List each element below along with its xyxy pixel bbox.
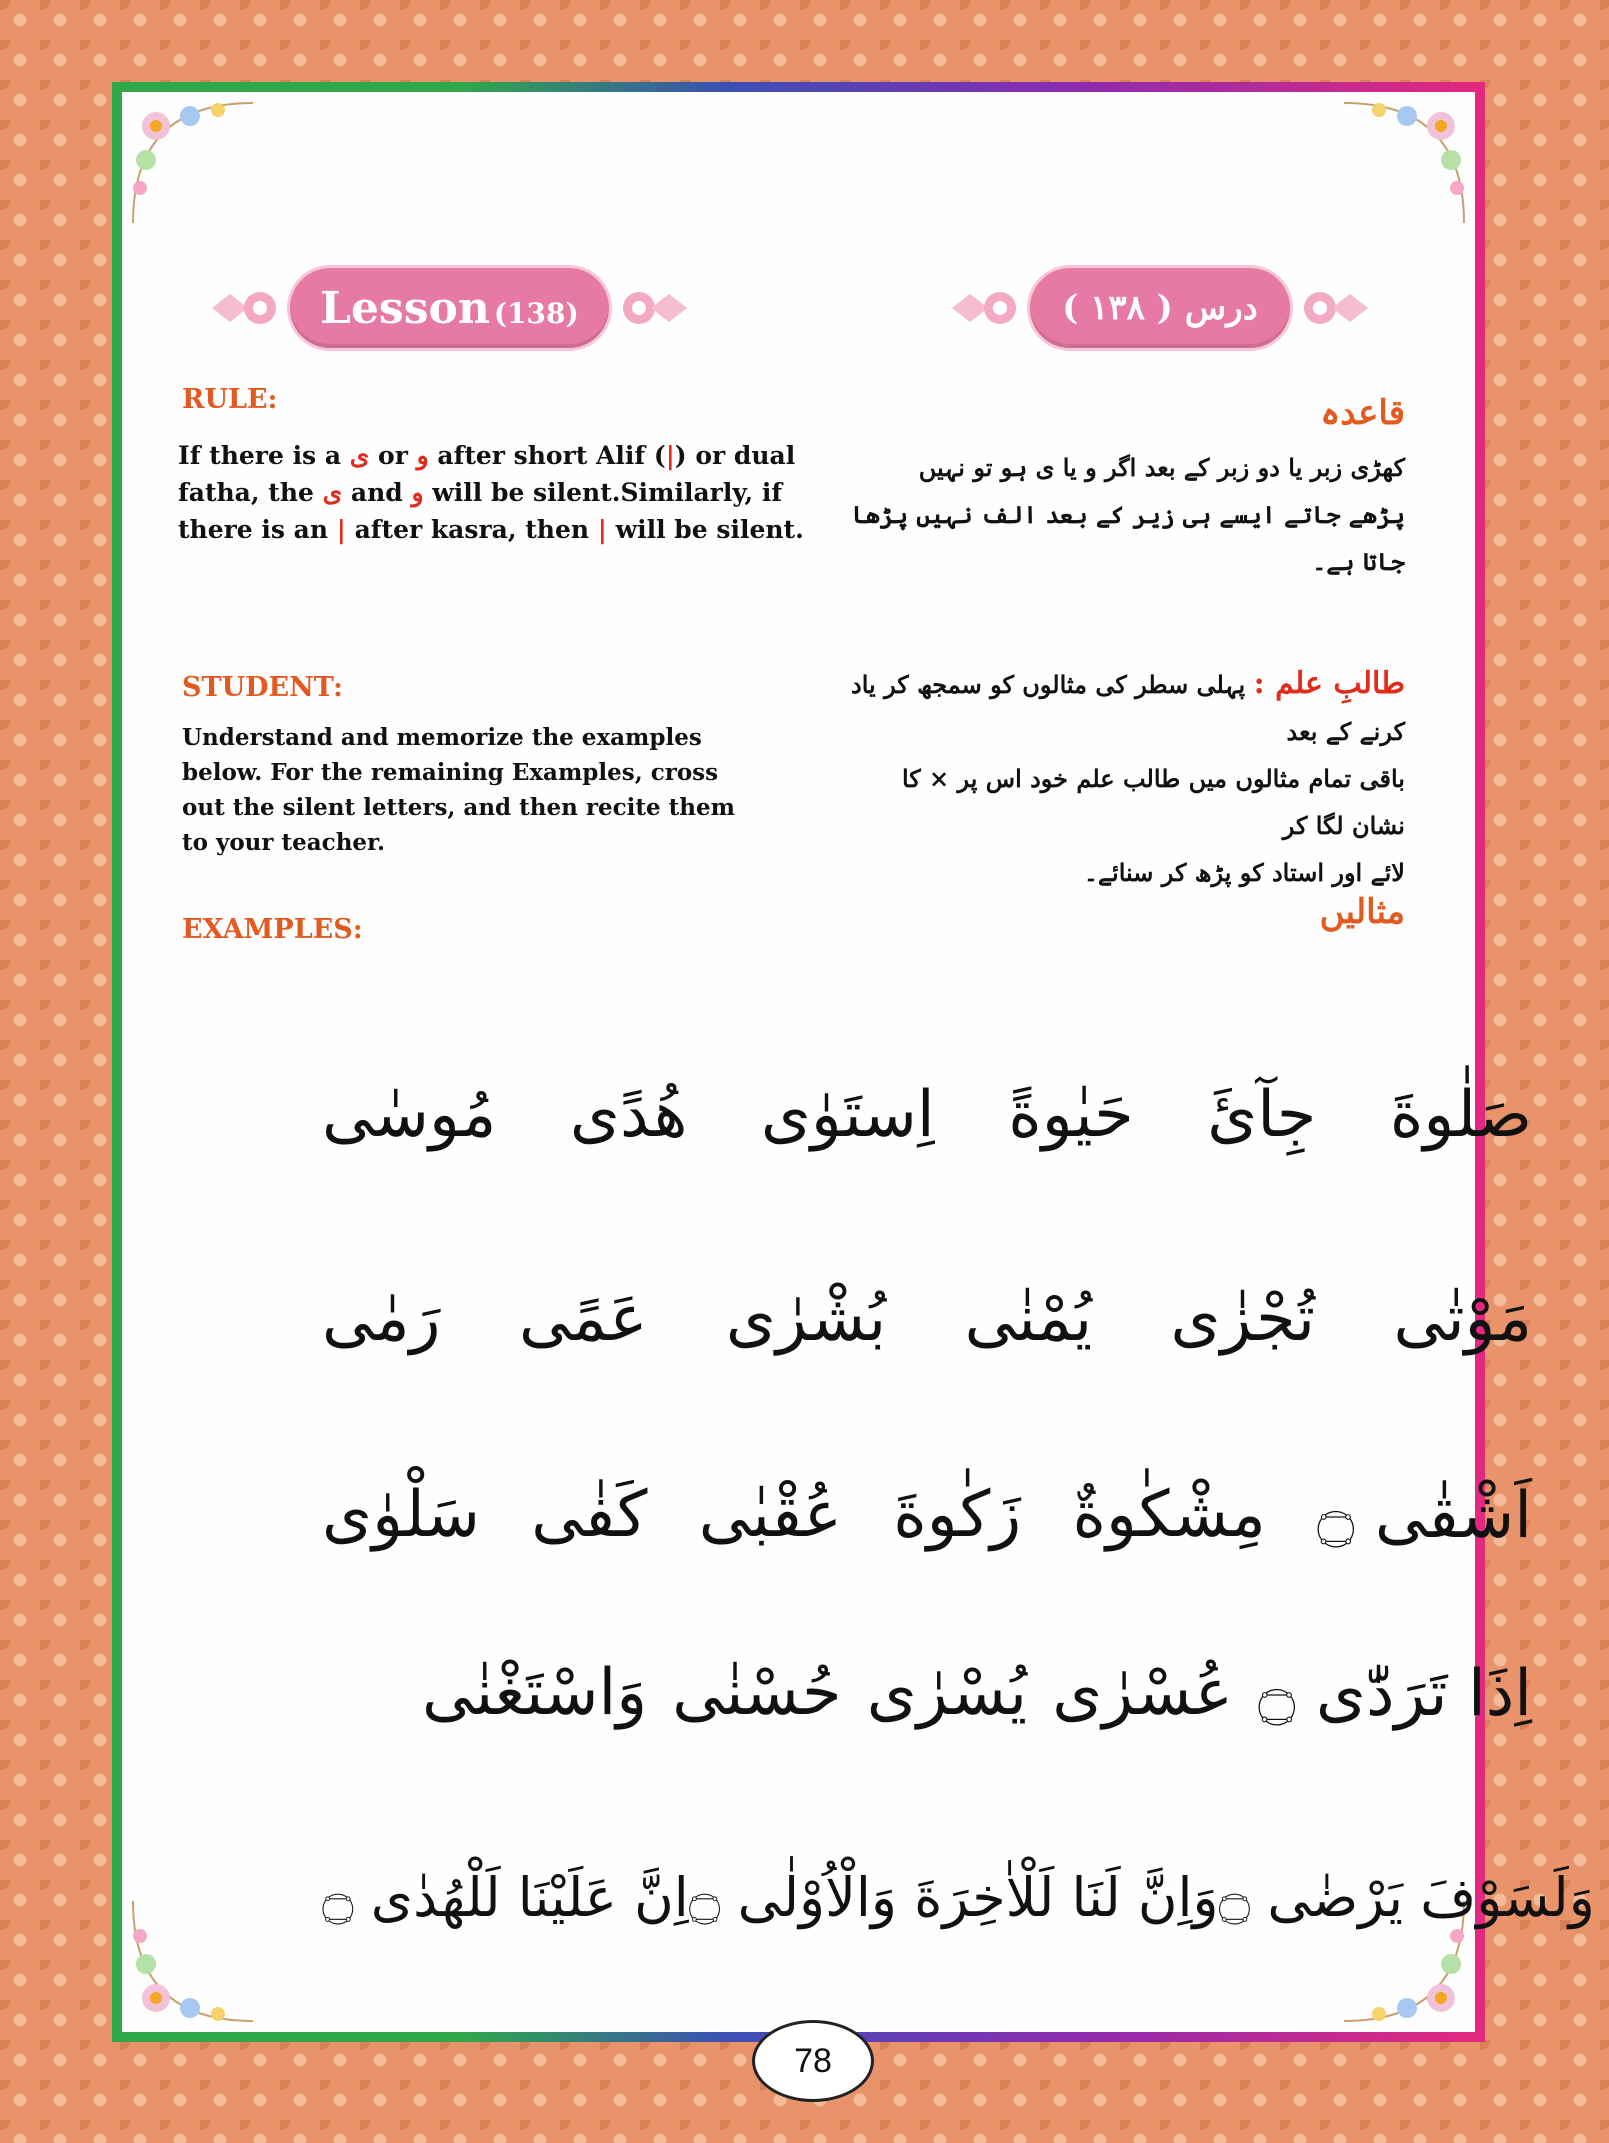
student-heading: STUDENT: xyxy=(182,672,343,703)
examples-row-4 xyxy=(422,1638,1532,1748)
rule-line: fatha, the ی and و will be silent.Similarly, if xyxy=(178,478,783,507)
lesson-pill xyxy=(290,268,609,348)
urdu-lesson-label: درس ( ۱۳۸ ) xyxy=(1062,288,1258,328)
rule-heading: RULE: xyxy=(182,384,278,415)
example-word: بُشْرٰی xyxy=(725,1282,887,1356)
ornament-icon xyxy=(609,278,689,338)
example-verse: اِنَّ عَلَیْنَا لَلْهُدٰی ۝ xyxy=(322,1865,689,1929)
ornament-icon xyxy=(210,278,290,338)
example-word: یُسْرٰی xyxy=(866,1656,1028,1730)
example-word: اَشْقٰی ۝ xyxy=(1317,1478,1532,1553)
examples-row-1 xyxy=(322,1060,1532,1170)
urdu-examples-heading: مثالیں xyxy=(1319,892,1405,932)
rule-line: If there is a ی or و after short Alif (|) or dual xyxy=(178,441,796,470)
rule-text xyxy=(178,437,818,548)
examples-row-5 xyxy=(322,1842,1595,1952)
example-word: وَاسْتَغْنٰی xyxy=(422,1656,648,1730)
example-word: تُجْزٰی xyxy=(1170,1282,1316,1356)
example-word: کَفٰی xyxy=(531,1478,648,1552)
example-word: مُوسٰی xyxy=(322,1078,497,1152)
urdu-rule-text: کھڑی زبر یا دو زبر کے بعد اگر و یا ی ہو تو نہیں پڑھے جاتے ایسے ہی زیر کے بعد الف نہیں پڑھا جاتا ہے۔ xyxy=(851,453,1405,576)
rule-line: there is an | after kasra, then | will be silent. xyxy=(178,515,804,544)
floral-corner-icon xyxy=(128,1896,258,2026)
floral-corner-icon xyxy=(128,98,258,228)
example-word: یُمْنٰی xyxy=(964,1282,1093,1356)
example-verse: وَلَسَوْفَ یَرْضٰی ۝ xyxy=(1218,1865,1595,1929)
lesson-pill-urdu xyxy=(1030,268,1290,348)
examples-heading: EXAMPLES: xyxy=(182,914,363,945)
example-word: صَلٰوةَ xyxy=(1389,1078,1532,1152)
example-word: رَمٰی xyxy=(322,1282,441,1356)
lesson-badge-urdu xyxy=(950,260,1370,356)
ornament-icon xyxy=(1290,278,1370,338)
example-word: جِآئَ xyxy=(1207,1078,1317,1152)
examples-row-2 xyxy=(322,1264,1532,1374)
example-word: مَوْتٰی xyxy=(1393,1282,1532,1356)
example-word: عُقْبٰی xyxy=(698,1478,842,1552)
ornament-icon xyxy=(950,278,1030,338)
urdu-student-text: طالبِ علم : پہلی سطر کی مثالوں کو سمجھ کر یاد کرنے کے بعد باقی تمام مثالوں میں طالب علم خود اس پر × کا نشان لگا کر لائے اور استاد کو پڑھ کر سنائے۔ xyxy=(851,666,1405,887)
page-number: 78 xyxy=(752,2020,874,2102)
lesson-number: (138) xyxy=(493,296,579,330)
student-text: Understand and memorize the examples below. For the remaining Examples, cross out the silent letters, and then recite them to your teacher. xyxy=(182,724,735,856)
example-word: سَلْوٰی xyxy=(322,1478,481,1552)
example-word: مِشْکٰوةٌ xyxy=(1072,1478,1266,1552)
example-word: اِستَوٰی xyxy=(760,1078,935,1152)
lesson-label: Lesson xyxy=(320,282,490,334)
lesson-badge-english xyxy=(210,260,689,356)
example-word: حُسْنٰی xyxy=(672,1656,842,1730)
example-word: هُدًی xyxy=(569,1078,688,1152)
example-word: اِذَا تَرَدّٰی ۝ xyxy=(1258,1656,1532,1731)
urdu-rule-heading: قاعدہ xyxy=(1320,393,1405,433)
examples-row-3 xyxy=(322,1460,1532,1570)
example-word: عُسْرٰی xyxy=(1052,1656,1233,1730)
example-word: زَکٰوةَ xyxy=(893,1478,1022,1552)
example-verse: وَاِنَّ لَنَا لَلْاٰخِرَةَ وَالْاُوْلٰی ۝ xyxy=(688,1865,1219,1929)
floral-corner-icon xyxy=(1339,98,1469,228)
urdu-student-heading: طالبِ علم : xyxy=(1253,666,1405,701)
example-word: حَیٰوةً xyxy=(1008,1078,1134,1152)
example-word: عَمًی xyxy=(518,1282,648,1356)
page-sheet xyxy=(112,82,1595,2042)
